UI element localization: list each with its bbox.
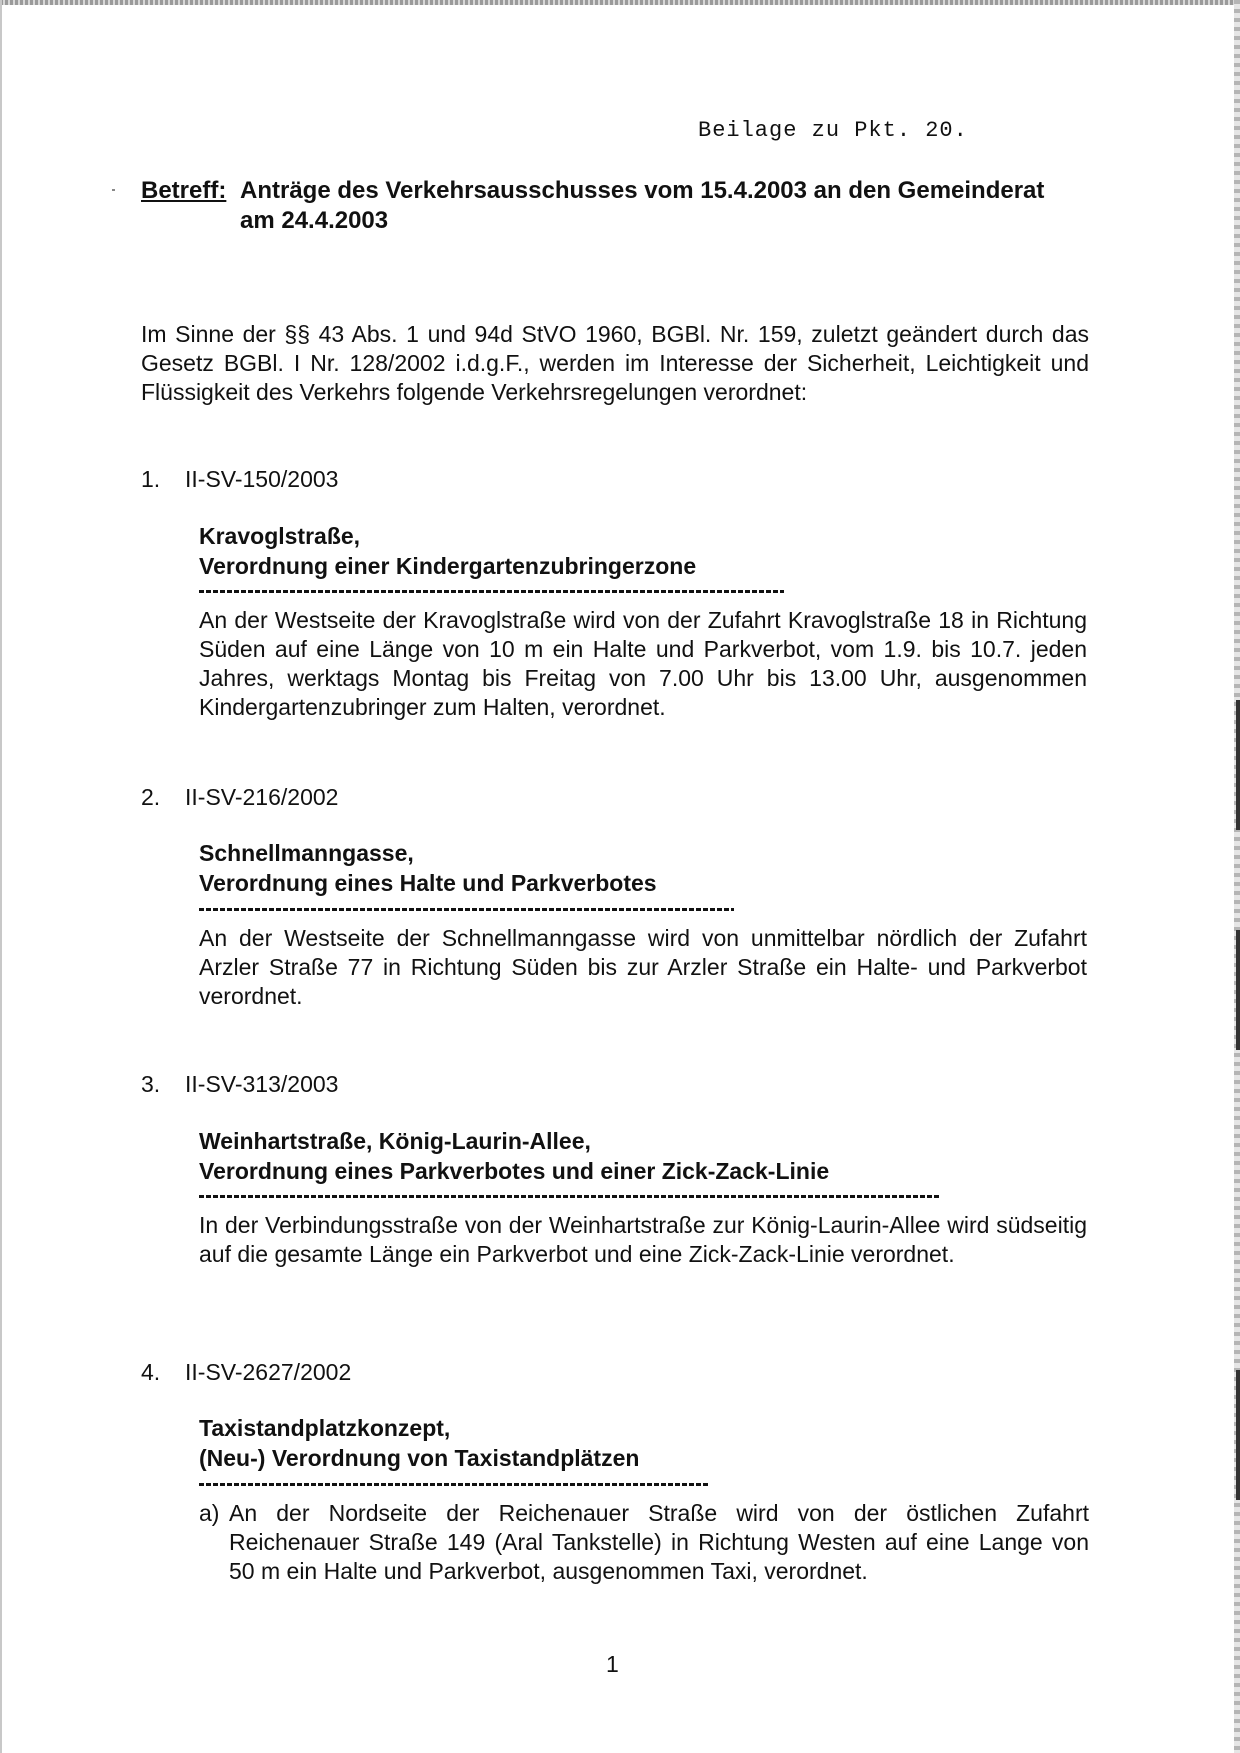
item-text: An der Westseite der Schnellmanngasse wird von unmittelbar nördlich der Zufahrt Arzler Straße 77 in Richtung Süden bis zur Arzler Straße ein Halte- und Parkverbot verordnet. (199, 925, 1087, 1009)
item-number: 2. (141, 784, 161, 810)
item-code: II-SV-216/2002 (185, 784, 339, 810)
scan-edge-mark (1236, 930, 1240, 1050)
item-heading (141, 1359, 351, 1386)
item-text: An der Westseite der Kravoglstraße wird von der Zufahrt Kravoglstraße 18 in Richtung Süden auf eine Länge von 10 m ein Halte und Parkverbot, vom 1.9. bis 10.7. jeden Jahres, werktags Montag bis Freitag von 7.00 Uhr bis 13.00 Uhr, ausgenommen Kindergartenzubringer zum Halten, verordnet. (199, 607, 1087, 720)
item-title (199, 521, 696, 581)
item-title-line-2: (Neu-) Verordnung von Taxistandplätzen (199, 1445, 640, 1471)
item-title-line-2: Verordnung einer Kindergartenzubringerzone (199, 553, 697, 579)
item-heading (141, 466, 338, 493)
item-title-line-1: Kravoglstraße, (199, 523, 361, 549)
scan-border-left (0, 0, 2, 1753)
page-number: 1 (606, 1651, 619, 1677)
item-title-line-1: Taxistandplatzkonzept, (199, 1415, 451, 1441)
item-title-line-1: Weinhartstraße, König-Laurin-Allee, (199, 1128, 591, 1154)
subject-text (240, 176, 1100, 236)
sub-item-text: An der Nordseite der Reichenauer Straße wird von der östlichen Zufahrt Reichenauer Straße 149 (Aral Tankstelle) in Richtung Westen auf eine Lange von 50 m ein Halte und Parkverbot, ausgenommen Taxi, verordnet. (229, 1500, 1089, 1584)
dashed-divider (199, 1483, 709, 1486)
subject-line-2: am 24.4.2003 (240, 207, 389, 234)
item-code: II-SV-150/2003 (185, 466, 339, 492)
item-number: 1. (141, 466, 161, 492)
scan-edge-mark (1236, 700, 1240, 830)
dashed-divider (199, 1195, 941, 1198)
intro-paragraph: Im Sinne der §§ 43 Abs. 1 und 94d StVO 1960, BGBl. Nr. 159, zuletzt geändert durch das Gesetz BGBl. I Nr. 128/2002 i.d.g.F., werden im Interesse der Sicherheit, Leichtigkeit und Flüssigkeit des Verkehrs folgende Verkehrsregelungen verordnet: (141, 321, 1089, 405)
scan-border-top (0, 0, 1240, 5)
item-heading (141, 1071, 338, 1098)
item-title-line-2: Verordnung eines Halte und Parkverbotes (199, 870, 657, 896)
dashed-divider (199, 908, 734, 911)
item-heading (141, 784, 338, 811)
item-title (199, 838, 657, 898)
item-title (199, 1126, 829, 1186)
dashed-divider (199, 590, 784, 593)
item-text: In der Verbindungsstraße von der Weinhartstraße zur König-Laurin-Allee wird südseitig auf die gesamte Länge ein Parkverbot und eine Zick-Zack-Linie verordnet. (199, 1212, 1087, 1267)
item-title-line-2: Verordnung eines Parkverbotes und einer Zick-Zack-Linie (199, 1158, 830, 1184)
item-number: 3. (141, 1071, 161, 1097)
item-number: 4. (141, 1359, 161, 1385)
attachment-reference: Beilage zu Pkt. 20. (698, 118, 968, 143)
subject-line-1: Anträge des Verkehrsausschusses vom 15.4.2003 an den Gemeinderat (240, 177, 1045, 204)
item-code: II-SV-2627/2002 (185, 1359, 352, 1385)
scan-edge-mark (1236, 1370, 1240, 1500)
sub-item (199, 1499, 1089, 1586)
item-title (199, 1413, 639, 1473)
subject-label: Betreff: (141, 177, 227, 204)
item-title-line-1: Schnellmanngasse, (199, 840, 414, 866)
scan-speck (112, 189, 115, 191)
item-code: II-SV-313/2003 (185, 1071, 339, 1097)
sub-item-label: a) (199, 1500, 220, 1526)
